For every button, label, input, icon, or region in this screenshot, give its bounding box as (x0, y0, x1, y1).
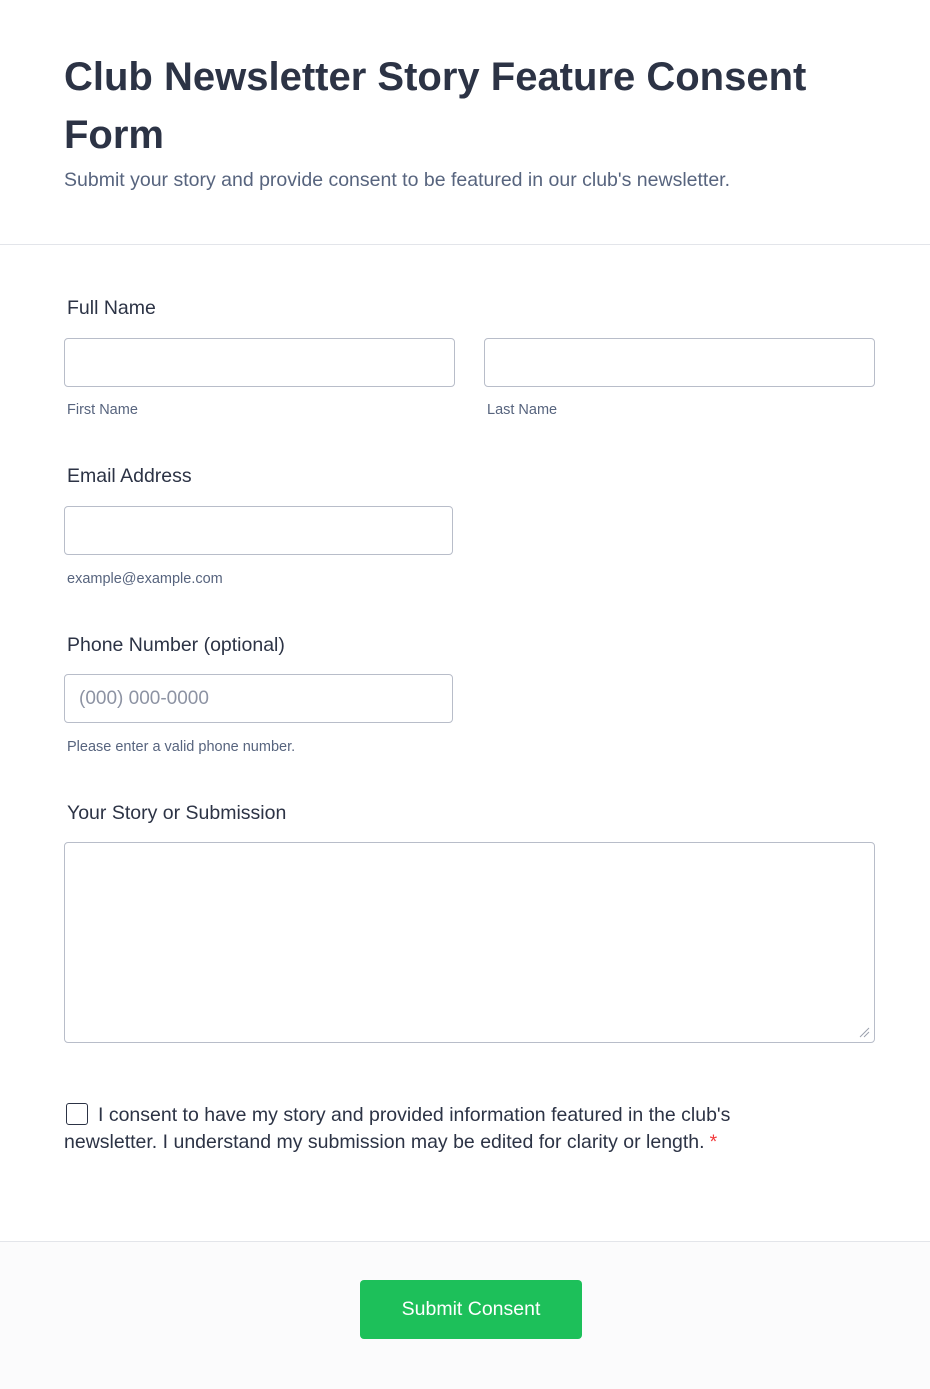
phone-input[interactable] (64, 674, 453, 723)
phone-sublabel: Please enter a valid phone number. (67, 739, 296, 755)
first-name-sublabel: First Name (67, 402, 138, 418)
email-sublabel: example@example.com (67, 571, 223, 587)
story-label: Your Story or Submission (67, 802, 287, 824)
page-subtitle: Submit your story and provide consent to be featured in our club's newsletter. (64, 169, 731, 191)
submit-consent-button[interactable]: Submit Consent (360, 1280, 582, 1339)
last-name-sublabel: Last Name (487, 402, 558, 418)
consent-text: I consent to have my story and provided information featured in the club's newsletter. I understand my submission may be edited for clarity or length. (64, 1104, 731, 1153)
required-asterisk: * (709, 1131, 718, 1153)
full-name-label: Full Name (67, 297, 156, 319)
phone-label: Phone Number (optional) (67, 634, 285, 656)
first-name-input[interactable] (64, 338, 455, 387)
last-name-input[interactable] (484, 338, 875, 387)
form-header (0, 0, 930, 245)
email-field[interactable] (64, 506, 453, 555)
consent-field (64, 1102, 784, 1156)
consent-checkbox[interactable] (66, 1103, 88, 1125)
email-label: Email Address (67, 465, 192, 487)
form-footer (0, 1241, 930, 1389)
page-title: Club Newsletter Story Feature Consent Form (64, 55, 807, 157)
story-textarea[interactable] (64, 842, 875, 1043)
resize-handle-icon[interactable] (858, 1026, 870, 1038)
